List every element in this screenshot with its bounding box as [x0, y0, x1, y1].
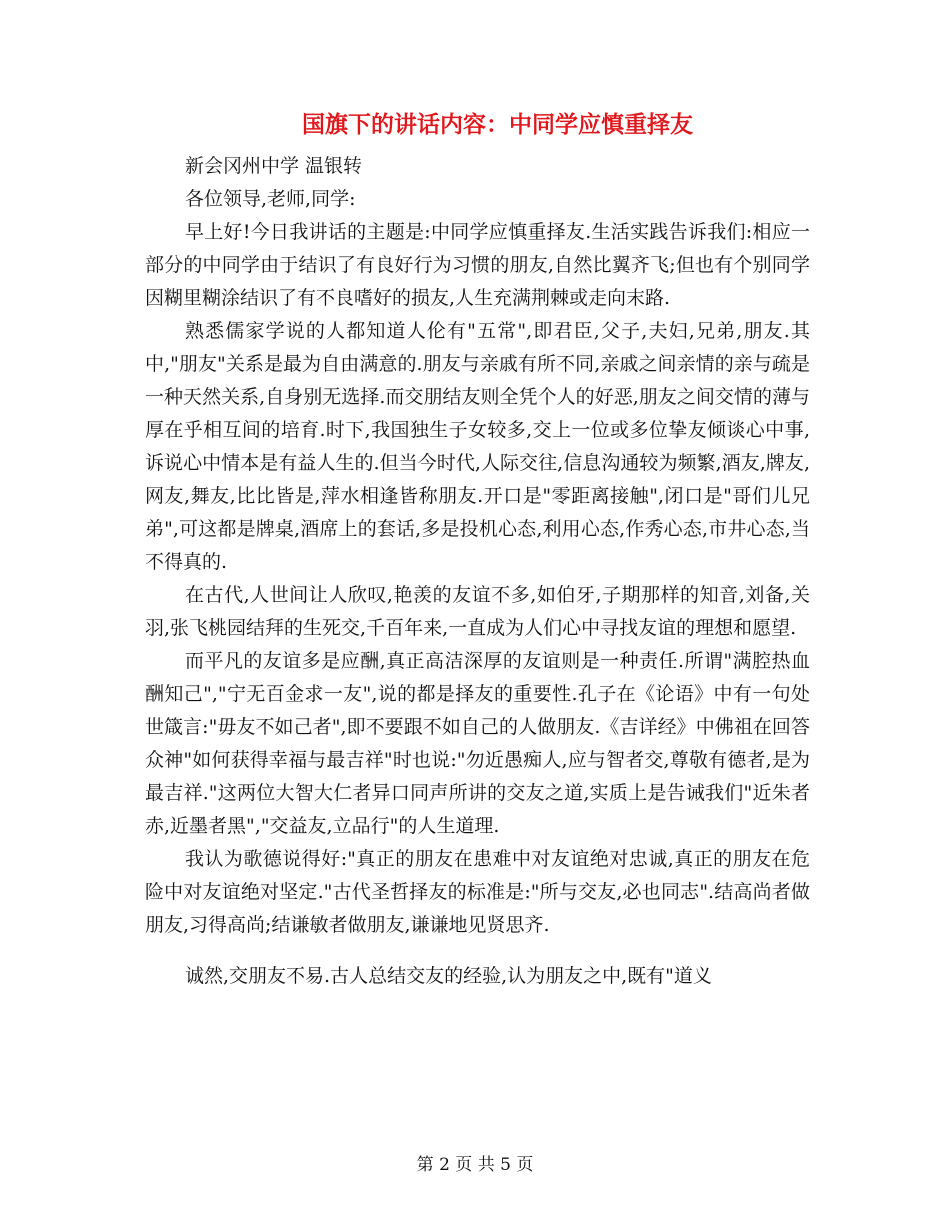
salutation: 各位领导,老师,同学:	[185, 188, 356, 210]
paragraph-gap	[145, 942, 810, 960]
paragraph-2: 熟悉儒家学说的人都知道人伦有"五常",即君臣,父子,夫妇,兄弟,朋友.其中,"朋友"关系是最为自由满意的.朋友与亲戚有所不同,亲戚之间亲情的亲与疏是一种天然关系,自身别无选择.而交朋结友则全凭个人的好恶,朋友之间交情的薄与厚在乎相互间的培育.时下,我国独生子女较多,交上一位或多位挚友倾谈心中事,诉说心中情本是有益人生的.但当今时代,人际交往,信息沟通较为频繁,酒友,牌友,网友,舞友,比比皆是,萍水相逢皆称朋友.开口是"零距离接触",闭口是"哥们儿兄弟",可这都是牌桌,酒席上的套话,多是投机心态,利用心态,作秀心态,市井心态,当不得真的.	[145, 320, 810, 573]
paragraph-6: 诚然,交朋友不易.古人总结交友的经验,认为朋友之中,既有"道义	[185, 965, 712, 987]
author-line: 新会冈州中学 温银转	[185, 155, 363, 177]
page-number-footer: 第 2 页 共 5 页	[416, 1155, 534, 1175]
paragraph-4: 而平凡的友谊多是应酬,真正高洁深厚的友谊则是一种责任.所谓"满腔热血酬知己","宁无百金求一友",说的都是择友的重要性.孔子在《论语》中有一句处世箴言:"毋友不如己者",即不要跟不如自己的人做朋友.《吉详经》中佛祖在回答众神"如何获得幸福与最吉祥"时也说:"勿近愚痴人,应与智者交,尊敬有德者,是为最吉祥."这两位大智大仁者异口同声所讲的交友之道,实质上是告诫我们"近朱者赤,近墨者黑","交益友,立品行"的人生道理.	[145, 650, 810, 837]
document-page	[145, 100, 810, 993]
document-title: 国旗下的讲话内容：中同学应慎重择友	[302, 111, 693, 138]
paragraph-3: 在古代,人世间让人欣叹,艳羡的友谊不多,如伯牙,子期那样的知音,刘备,关羽,张飞桃园结拜的生死交,千百年来,一直成为人们心中寻找友谊的理想和愿望.	[145, 584, 810, 639]
paragraph-1: 早上好!今日我讲话的主题是:中同学应慎重择友.生活实践告诉我们:相应一部分的中同学由于结识了有良好行为习惯的朋友,自然比翼齐飞;但也有个别同学因糊里糊涂结识了有不良嗜好的损友,人生充满荆棘或走向末路.	[145, 221, 810, 309]
paragraph-5: 我认为歌德说得好:"真正的朋友在患难中对友谊绝对忠诚,真正的朋友在危险中对友谊绝对坚定."古代圣哲择友的标准是:"所与交友,必也同志".结高尚者做朋友,习得高尚;结谦敏者做朋友,谦谦地见贤思齐.	[145, 848, 810, 936]
